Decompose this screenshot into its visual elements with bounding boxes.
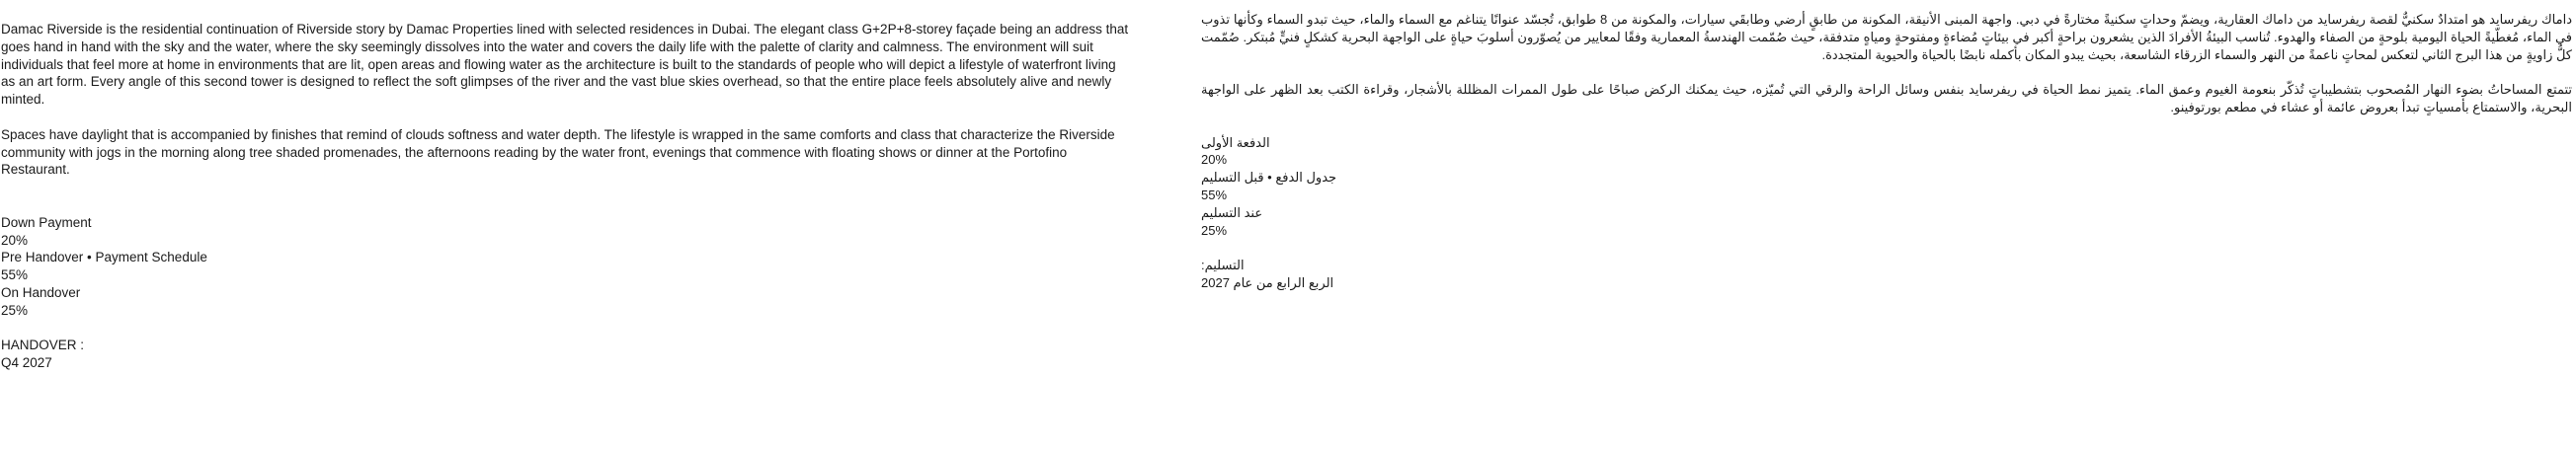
paragraph-spacer — [1201, 63, 2572, 81]
arabic-column — [1201, 11, 2572, 292]
english-payment-plan — [1, 214, 1132, 320]
arabic-on-handover-label: عند التسليم — [1201, 204, 1263, 220]
arabic-on-handover-value: 25% — [1201, 222, 1228, 238]
arabic-handover-label: التسليم: — [1201, 258, 1245, 273]
arabic-handover-value: الربع الرابع من عام 2027 — [1201, 274, 1334, 290]
down-payment-label: Down Payment — [1, 214, 92, 230]
section-spacer — [1, 179, 1132, 214]
on-handover-label: On Handover — [1, 284, 81, 300]
handover-value: Q4 2027 — [1, 355, 52, 371]
english-second-paragraph: Spaces have daylight that is accompanied by finishes that remind of clouds softness and water depth. The lifestyle is wrapped in the same comforts and class that characterize the Riverside community with jogs in the morning along tree shaded promenades, the afternoons reading by the water front, evenings that commence with floating shows or dinner at the Portofino Restaurant. — [1, 126, 1115, 178]
english-handover — [1, 337, 1132, 372]
arabic-second-paragraph: تتمتع المساحاتُ بضوء النهار المُصحوب بتشطيباتٍ تُذكّر بنعومة الغيوم وعمق الماء. يتميز نمط الحياة في ريفرسايد بنفس وسائل الراحة والرقي التي تُميّزه، حيث يمكنك الركض صباحًا على طول الممرات المظللة بالأشجار، وقراءة الكتب بعد الظهر على الواجهة البحرية، والاستمتاع بأمسياتٍ تبدأ بعروض عائمة أو عشاء في مطعم بورتوفينو. — [1201, 82, 2572, 114]
section-spacer — [1201, 239, 2572, 257]
paragraph-spacer — [1, 109, 1132, 126]
arabic-down-payment-value: 20% — [1201, 152, 1228, 168]
pre-handover-label: Pre Handover • Payment Schedule — [1, 250, 207, 265]
down-payment-value: 20% — [1, 232, 29, 248]
arabic-intro-paragraph: داماك ريفرسايد هو امتدادٌ سكنيٌّ لقصة ريفرسايد من داماك العقارية، ويضمّ وحداتٍ سكنيةً مختارةً في دبي. واجهة المبنى الأنيقة، المكونة من طابقٍ أرضي وطابقَي سيارات، والمكونة من 8 طوابق، تُجسّد عنوانًا يتناغم مع السماء والماء، حيث تبدو السماء وكأنها تذوب في الماء، مُغطّيةً الحياة اليومية بلوحةٍ من الصفاء والهدوء. تُناسب البيئةُ الأفرادَ الذين يشعرون براحةٍ أكبر في بيئاتٍ مُضاءةٍ ومفتوحةٍ ومياهٍ متدفقة، حيث صُمّمت الهندسةُ المعمارية وفقًا لمعايير من يُصوّرون أسلوبَ حياةٍ على الواجهة البحرية كشكلٍ فنيٍّ مُبتكر. صُمّمت كلُّ زاويةٍ من هذا البرج الثاني لتعكس لمحاتٍ ناعمةً من النهر والسماء الزرقاء الشاسعة، بحيث يبدو المكان بأكمله نابضًا بالحياة والحيوية المتجددة. — [1201, 12, 2572, 62]
arabic-pre-handover-label: جدول الدفع • قبل التسليم — [1201, 170, 1337, 186]
pre-handover-value: 55% — [1, 267, 29, 283]
section-spacer — [1201, 116, 2572, 134]
arabic-payment-plan — [1201, 134, 2572, 292]
arabic-pre-handover-value: 55% — [1201, 187, 1228, 202]
on-handover-value: 25% — [1, 302, 29, 318]
english-column — [1, 21, 1132, 372]
arabic-down-payment-label: الدفعة الأولى — [1201, 134, 1270, 150]
english-intro-paragraph: Damac Riverside is the residential continuation of Riverside story by Damac Properties lined with selected residences in Dubai. The elegant class G+2P+8-storey façade being an address that goes hand in hand with the sky and the water, where the sky seemingly dissolves into the water and covers the daily life with the palette of clarity and calmness. The environment will suit individuals that feel more at home in environments that are lit, open areas and flowing water as the architecture is built to the standards of people who will depict a lifestyle of waterfront living as an art form. Every angle of this second tower is designed to reflect the soft glimpses of the river and the vast blue skies overhead, so that the entire place feels absolutely alive and newly minted. — [1, 22, 1129, 108]
section-spacer — [1, 320, 1132, 338]
handover-label: HANDOVER : — [1, 338, 85, 353]
